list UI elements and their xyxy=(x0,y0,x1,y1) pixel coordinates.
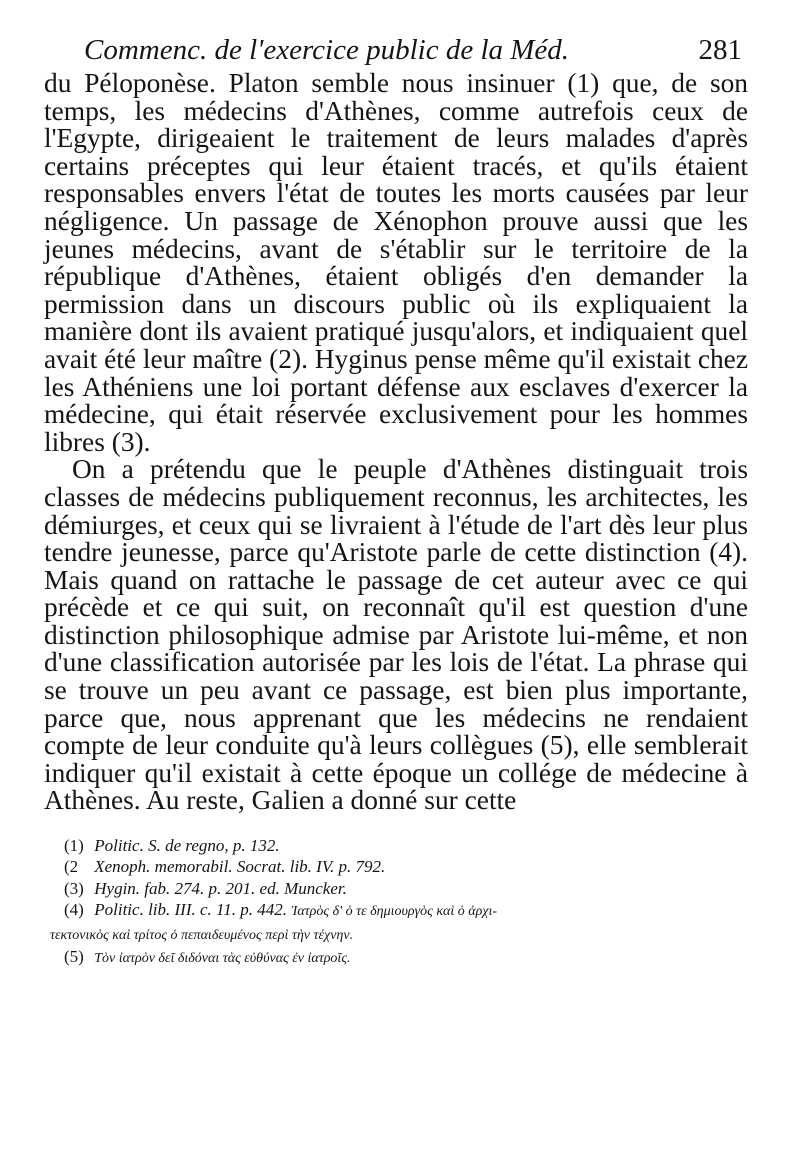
footnote xyxy=(64,856,748,877)
footnote-text: Politic. lib. III. c. 11. p. 442. xyxy=(94,900,288,920)
footnotes xyxy=(44,835,748,969)
footnote-separator xyxy=(44,815,748,835)
footnote-greek-quote: Τὸν ἰατρὸν δεῖ διδόναι τὰς εὐθύνας ἐν ἰατροῖς. xyxy=(94,951,351,967)
paragraph: On a prétendu que le peuple d'Athènes distinguait trois classes de médecins publiquement reconnus, les architectes, les démiurges, et ceux qui se livraient à l'étude de l'art dès leur plus tendre jeunesse, parce qu'Aristote parle de cette distinction (4). Mais quand on rattache le passage de cet auteur avec ce qui précède et ce qui suit, on reconnaît qu'il est question d'une distinction philosophique admise par Aristote lui-même, et non d'une classification autorisée par les lois de l'état. La phrase qui se trouve un peu avant ce passage, est bien plus importante, parce que, nous apprenant que les médecins ne rendaient compte de leur conduite qu'à leurs collègues (5), elle semblerait indiquer qu'il existait à cette époque un collége de médecine à Athènes. Au reste, Galien a donné sur cette xyxy=(44,454,748,816)
page-number: 281 xyxy=(698,34,742,66)
footnote-text: Xenoph. memorabil. Socrat. lib. IV. p. 792. xyxy=(94,857,386,877)
footnote-number: (5) xyxy=(64,947,84,967)
footnote-text: Hygin. fab. 274. p. 201. ed. Muncker. xyxy=(94,878,347,898)
footnote xyxy=(64,878,748,899)
footnote xyxy=(64,946,748,969)
footnote xyxy=(64,835,748,856)
footnote-number: (4) xyxy=(64,900,84,920)
body-text xyxy=(44,70,748,815)
footnote-text: Politic. S. de regno, p. 132. xyxy=(94,836,280,856)
footnote-greek-quote: τεκτονικὸς καὶ τρίτος ὁ πεπαιδευμένος περὶ τὴν τέχνην. xyxy=(50,927,354,943)
footnote-number: (1) xyxy=(64,836,84,856)
running-head xyxy=(44,30,748,70)
paragraph: du Péloponèse. Platon semble nous insinuer (1) que, de son temps, les médecins d'Athènes, comme autrefois ceux de l'Egypte, dirigeaient le traitement de leurs malades d'après certains préceptes qui leur étaient tracés, et qu'ils étaient responsables envers l'état de toutes les morts causées par leur négligence. Un passage de Xénophon prouve aussi que les jeunes médecins, avant de s'établir sur le territoire de la république d'Athènes, étaient obligés d'en demander la permission dans un discours public où ils expliquaient la manière dont ils avaient pratiqué jusqu'alors, et indiquaient quel avait été leur maître (2). Hyginus pense même qu'il existait chez les Athéniens une loi portant défense aux esclaves d'exercer la médecine, qui était réservée exclusivement pour les hommes libres (3). xyxy=(44,68,748,457)
footnote-greek-quote: Ἰατρὸς δ' ὁ τε δημιουργὸς καὶ ὁ ἀρχι- xyxy=(291,904,498,920)
footnote xyxy=(64,899,748,922)
running-title: Commenc. de l'exercice public de la Méd. xyxy=(84,34,570,66)
footnote-number: (2 xyxy=(64,857,79,877)
footnote-continuation xyxy=(50,923,748,946)
footnote-number: (3) xyxy=(64,878,84,898)
